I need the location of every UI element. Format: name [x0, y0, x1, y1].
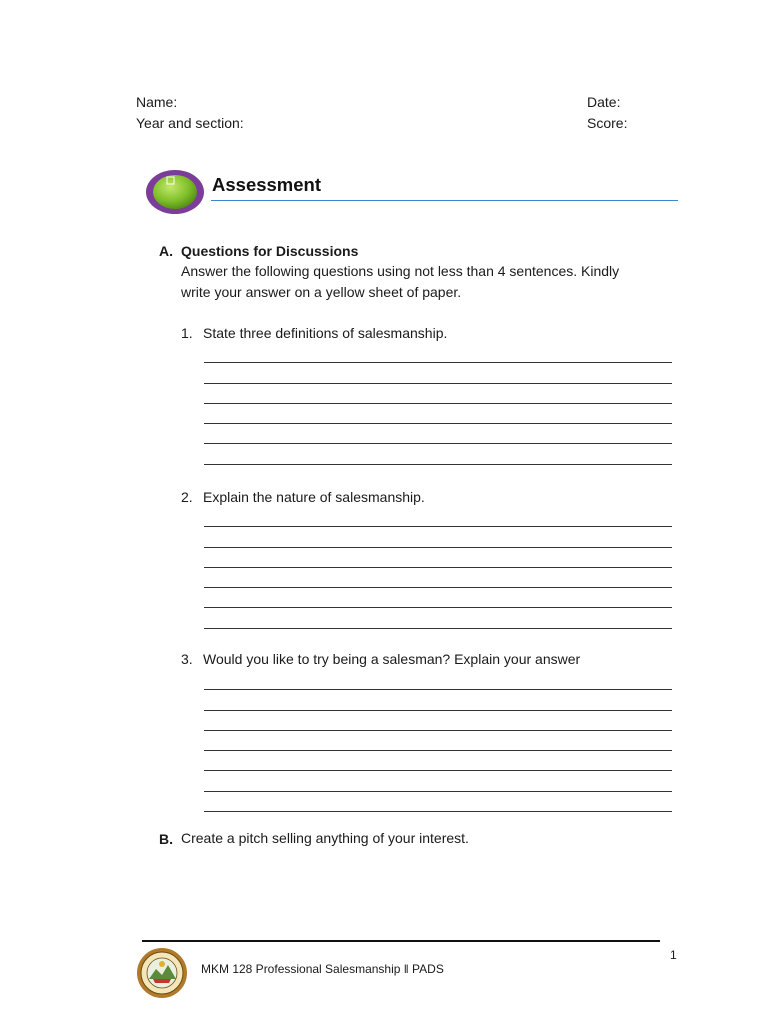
footer-course: MKM 128 Professional Salesmanship ‖ PADS	[201, 962, 444, 976]
name-label: Name:	[136, 94, 178, 110]
question-2-answer-lines[interactable]	[204, 507, 672, 629]
answer-line[interactable]	[204, 792, 672, 812]
answer-line[interactable]	[204, 690, 672, 710]
answer-line[interactable]	[204, 527, 672, 547]
section-a-title: Questions for Discussions	[181, 243, 359, 259]
score-label: Score:	[587, 115, 628, 131]
section-b-letter: B.	[159, 831, 173, 847]
answer-line[interactable]	[204, 588, 672, 608]
title-underline	[211, 200, 678, 201]
green-ball-icon	[145, 168, 205, 216]
answer-line[interactable]	[204, 424, 672, 444]
question-3-text: Would you like to try being a salesman? Explain your answer	[203, 651, 581, 667]
answer-line[interactable]	[204, 404, 672, 424]
page-number: 1	[670, 948, 677, 962]
date-label: Date:	[587, 94, 621, 110]
question-1-number: 1.	[181, 325, 193, 341]
question-2-text: Explain the nature of salesmanship.	[203, 489, 425, 505]
answer-line[interactable]	[204, 384, 672, 404]
section-a-instructions-1: Answer the following questions using not less than 4 sentences. Kindly	[181, 263, 620, 279]
question-3-answer-lines[interactable]	[204, 670, 672, 812]
assessment-title: Assessment	[212, 174, 322, 195]
answer-line[interactable]	[204, 771, 672, 791]
answer-line[interactable]	[204, 507, 672, 527]
answer-line[interactable]	[204, 608, 672, 628]
question-1-answer-lines[interactable]	[204, 343, 672, 465]
answer-line[interactable]	[204, 568, 672, 588]
answer-line[interactable]	[204, 670, 672, 690]
section-a-letter: A.	[159, 243, 173, 259]
answer-line[interactable]	[204, 751, 672, 771]
answer-line[interactable]	[204, 444, 672, 464]
answer-line[interactable]	[204, 711, 672, 731]
question-1-text: State three definitions of salesmanship.	[203, 325, 448, 341]
year-section-label: Year and section:	[136, 115, 244, 131]
answer-line[interactable]	[204, 731, 672, 751]
section-b-text: Create a pitch selling anything of your interest.	[181, 830, 469, 846]
section-a-instructions-2: write your answer on a yellow sheet of paper.	[181, 284, 462, 300]
answer-line[interactable]	[204, 343, 672, 363]
footer-rule	[142, 940, 660, 942]
question-3-number: 3.	[181, 651, 193, 667]
answer-line[interactable]	[204, 548, 672, 568]
university-seal-icon	[136, 947, 188, 999]
question-2-number: 2.	[181, 489, 193, 505]
answer-line[interactable]	[204, 363, 672, 383]
